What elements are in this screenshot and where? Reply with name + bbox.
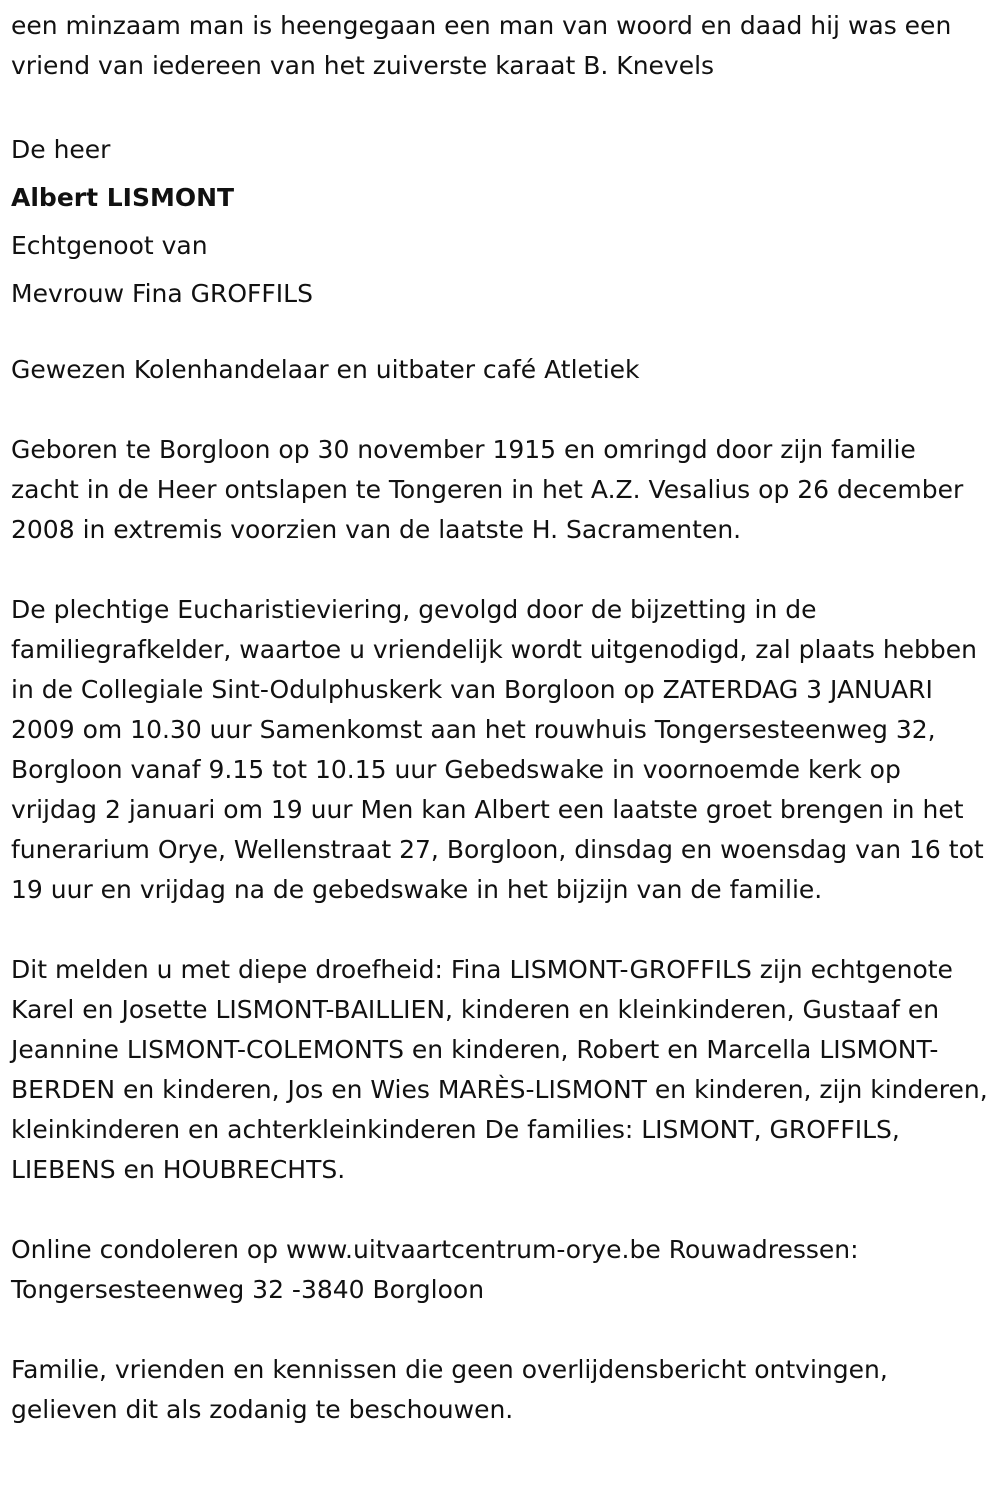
announcement-text: Dit melden u met diepe droefheid: Fina LISMONT-GROFFILS zijn echtgenote Karel en Josette LISMONT-BAILLIEN, kinderen en kleinkinderen, Gustaaf en Jeannine LISMONT-COLEMONTS en kinderen, Robert en Marcella LISMONT-BERDEN en kinderen, Jos en Wies MARÈS-LISMONT en kinderen, zijn kinderen, kleinkinderen en achterkleinkinderen De families: LISMONT, GROFFILS, LIEBENS en HOUBRECHTS.: [11, 955, 988, 1184]
spacer: [11, 86, 991, 126]
spacer: [11, 1190, 991, 1230]
ceremony-text: De plechtige Eucharistieviering, gevolgd door de bijzetting in de familiegrafkelder, waartoe u vriendelijk wordt uitgenodigd, zal plaats hebben in de Collegiale Sint-Odulphuskerk van Borgloon op ZATERDAG 3 JANUARI 2009 om 10.30 uur Samenkomst aan het rouwhuis Tongersesteenweg 32, Borgloon vanaf 9.15 tot 10.15 uur Gebedswake in voornoemde kerk op vrijdag 2 januari om 19 uur Men kan Albert een laatste groet brengen in het funerarium Orye, Wellenstraat 27, Borgloon, dinsdag en woensdag van 16 tot 19 uur en vrijdag na de gebedswake in het bijzijn van de familie.: [11, 595, 984, 904]
spouse-label: Echtgenoot van: [11, 231, 208, 260]
spacer: [11, 318, 991, 350]
spacer: [11, 550, 991, 590]
deceased-name: Albert LISMONT: [11, 183, 235, 212]
spouse-name: Mevrouw Fina GROFFILS: [11, 279, 313, 308]
closing-text: Familie, vrienden en kennissen die geen overlijdensbericht ontvingen, gelieven dit als zodanig te beschouwen.: [11, 1355, 888, 1424]
quote-text: een minzaam man is heengegaan een man van woord en daad hij was een vriend van iedereen van het zuiverste karaat B. Knevels: [11, 11, 952, 80]
online-condolence-text: Online condoleren op www.uitvaartcentrum-orye.be Rouwadressen: Tongersesteenweg 32 -3840 Borgloon: [11, 1235, 859, 1304]
spacer: [11, 1310, 991, 1350]
spacer: [11, 390, 991, 430]
birth-death-text: Geboren te Borgloon op 30 november 1915 en omringd door zijn familie zacht in de Heer ontslapen te Tongeren in het A.Z. Vesalius op 26 december 2008 in extremis voorzien van de laatste H. Sacramenten.: [11, 435, 964, 544]
obituary-document: [11, 0, 991, 1430]
salutation: De heer: [11, 135, 111, 164]
occupation-text: Gewezen Kolenhandelaar en uitbater café Atletiek: [11, 355, 640, 384]
spacer: [11, 910, 991, 950]
